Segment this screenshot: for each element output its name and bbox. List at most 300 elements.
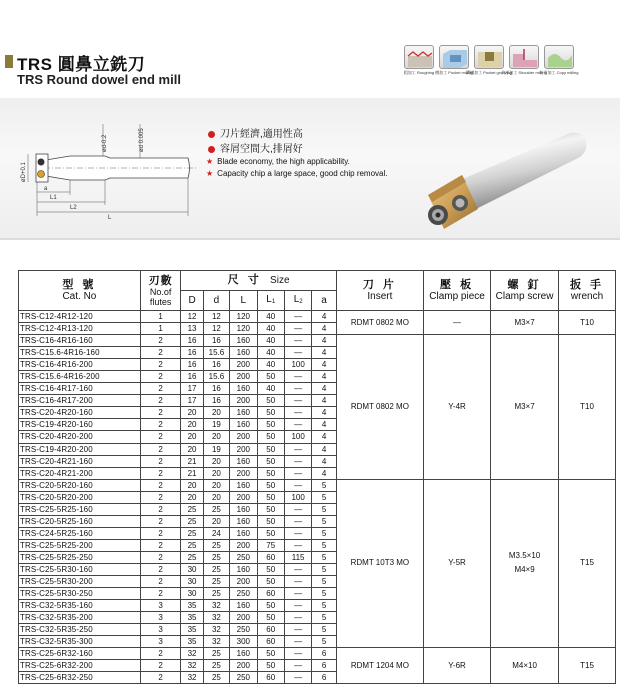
cell-cat-no: TRS-C16-4R17-200 [19, 395, 141, 407]
cell-d: 32 [203, 600, 229, 612]
cell-D: 16 [181, 359, 203, 371]
cell-d: 12 [203, 311, 229, 323]
end-mill-photo [400, 125, 615, 235]
cell-flutes: 2 [140, 648, 181, 660]
cell-cat-no: TRS-C25-6R32-160 [19, 648, 141, 660]
cell-L2: — [284, 612, 311, 624]
cell-a: 4 [312, 467, 336, 479]
cell-D: 20 [181, 479, 203, 491]
screw-size: M3×7 [514, 401, 535, 411]
cell-d: 20 [203, 479, 229, 491]
cell-cat-no: TRS-C20-4R21-160 [19, 455, 141, 467]
cell-L1: 50 [257, 563, 284, 575]
cell-cat-no: TRS-C25-5R30-200 [19, 576, 141, 588]
header-a: a [312, 291, 336, 311]
cell-L2: — [284, 648, 311, 660]
cell-L: 250 [230, 551, 257, 563]
cell-a: 5 [312, 612, 336, 624]
cell-L1: 50 [257, 660, 284, 672]
cell-flutes: 2 [140, 672, 181, 684]
cell-L: 160 [230, 383, 257, 395]
cell-d: 25 [203, 672, 229, 684]
cell-wrench: T10 [559, 311, 616, 335]
cell-d: 19 [203, 419, 229, 431]
application-icons [403, 45, 579, 76]
cell-wrench: T15 [559, 479, 616, 648]
cell-L2: — [284, 515, 311, 527]
cell-flutes: 2 [140, 527, 181, 539]
cell-D: 21 [181, 467, 203, 479]
cell-flutes: 2 [140, 576, 181, 588]
cell-d: 15.6 [203, 371, 229, 383]
cell-flutes: 1 [140, 311, 181, 323]
cell-a: 5 [312, 551, 336, 563]
cell-insert: RDMT 0802 MO [336, 335, 423, 480]
cell-a: 4 [312, 311, 336, 323]
cell-wrench: T10 [559, 335, 616, 480]
cell-screw [491, 648, 559, 684]
cell-D: 35 [181, 636, 203, 648]
cell-L2: — [284, 467, 311, 479]
cell-a: 4 [312, 371, 336, 383]
cell-flutes: 2 [140, 407, 181, 419]
dim-label-L1: L1 [50, 195, 57, 201]
cell-cat-no: TRS-C25-5R25-160 [19, 503, 141, 515]
cell-L: 200 [230, 467, 257, 479]
cell-d: 25 [203, 551, 229, 563]
cell-L: 160 [230, 407, 257, 419]
cell-L1: 50 [257, 431, 284, 443]
cell-cat-no: TRS-C16-4R16-160 [19, 335, 141, 347]
cell-L2: 100 [284, 359, 311, 371]
cell-D: 16 [181, 347, 203, 359]
cell-D: 30 [181, 576, 203, 588]
cell-d: 16 [203, 359, 229, 371]
cell-d: 25 [203, 660, 229, 672]
pocket-milling-caption: 槽加工 Pocket milling [435, 70, 473, 75]
cell-d: 25 [203, 576, 229, 588]
cell-flutes: 2 [140, 588, 181, 600]
cell-cat-no: TRS-C25-5R25-250 [19, 551, 141, 563]
cell-a: 4 [312, 323, 336, 335]
cell-a: 5 [312, 588, 336, 600]
table-row [19, 648, 616, 660]
cell-L1: 50 [257, 612, 284, 624]
cell-L1: 40 [257, 347, 284, 359]
tool-dimension-drawing [10, 120, 200, 225]
cell-a: 5 [312, 479, 336, 491]
cell-D: 20 [181, 443, 203, 455]
cell-screw [491, 479, 559, 648]
cell-D: 35 [181, 612, 203, 624]
cell-L1: 60 [257, 624, 284, 636]
header-D: D [181, 291, 203, 311]
header-clamp-piece: 壓 板 Clamp piece [424, 271, 491, 311]
cell-D: 35 [181, 600, 203, 612]
cell-D: 12 [181, 311, 203, 323]
cell-flutes: 2 [140, 491, 181, 503]
cell-flutes: 2 [140, 431, 181, 443]
cell-D: 32 [181, 660, 203, 672]
cell-L1: 60 [257, 588, 284, 600]
cell-L: 200 [230, 660, 257, 672]
cell-L2: — [284, 624, 311, 636]
cell-flutes: 2 [140, 503, 181, 515]
cell-L2: — [284, 576, 311, 588]
cell-D: 32 [181, 672, 203, 684]
cell-L: 120 [230, 311, 257, 323]
screw-size: M3.5×10 [508, 551, 541, 561]
cell-insert: RDMT 10T3 MO [336, 479, 423, 648]
cell-L2: — [284, 539, 311, 551]
cell-L2: — [284, 347, 311, 359]
cell-flutes: 2 [140, 443, 181, 455]
copy-milling-icon-graphic [544, 45, 574, 69]
cell-flutes: 2 [140, 455, 181, 467]
cell-d: 19 [203, 443, 229, 455]
cell-d: 12 [203, 323, 229, 335]
cell-L: 300 [230, 636, 257, 648]
cell-L1: 40 [257, 335, 284, 347]
cell-d: 25 [203, 503, 229, 515]
dim-label-L2: L2 [70, 205, 77, 211]
cell-L1: 50 [257, 491, 284, 503]
groove-milling-icon-graphic [474, 45, 504, 69]
cell-L2: — [284, 600, 311, 612]
cell-d: 24 [203, 527, 229, 539]
cell-L2: — [284, 563, 311, 575]
cell-a: 5 [312, 515, 336, 527]
cell-L: 160 [230, 455, 257, 467]
cell-a: 5 [312, 503, 336, 515]
cell-D: 30 [181, 563, 203, 575]
header-clamp-screw: 螺 釘 Clamp screw [491, 271, 559, 311]
cell-D: 30 [181, 588, 203, 600]
cell-a: 5 [312, 491, 336, 503]
cell-d: 25 [203, 588, 229, 600]
cell-a: 4 [312, 419, 336, 431]
cell-a: 4 [312, 443, 336, 455]
dim-label-d-minus: ød-0.2 [102, 134, 108, 152]
cell-a: 4 [312, 359, 336, 371]
cell-insert: RDMT 0802 MO [336, 311, 423, 335]
cell-cat-no: TRS-C20-5R20-160 [19, 479, 141, 491]
cell-d: 20 [203, 491, 229, 503]
cell-a: 5 [312, 527, 336, 539]
cell-L: 160 [230, 479, 257, 491]
pocket-milling-icon [435, 45, 473, 76]
cell-L2: — [284, 672, 311, 684]
dim-label-a: a [44, 186, 48, 192]
table-row [19, 335, 616, 347]
cell-flutes: 2 [140, 539, 181, 551]
cell-L: 160 [230, 515, 257, 527]
cell-d: 16 [203, 395, 229, 407]
cell-a: 4 [312, 407, 336, 419]
cell-L2: — [284, 479, 311, 491]
header-size: 尺 寸 Size [181, 271, 336, 291]
header-flutes: 刃數 No.of flutes [140, 271, 181, 311]
cell-L: 250 [230, 672, 257, 684]
cell-L1: 50 [257, 467, 284, 479]
cell-flutes: 2 [140, 371, 181, 383]
cell-flutes: 2 [140, 467, 181, 479]
cell-L: 160 [230, 527, 257, 539]
cell-L1: 50 [257, 515, 284, 527]
cell-clamp: Y-4R [424, 335, 491, 480]
header-wrench: 扳 手 wrench [559, 271, 616, 311]
cell-L1: 75 [257, 539, 284, 551]
cell-L1: 50 [257, 648, 284, 660]
cell-L2: — [284, 636, 311, 648]
cell-flutes: 2 [140, 660, 181, 672]
cell-L: 250 [230, 588, 257, 600]
cell-L2: — [284, 335, 311, 347]
cell-L1: 50 [257, 371, 284, 383]
cell-L1: 40 [257, 359, 284, 371]
cell-flutes: 2 [140, 347, 181, 359]
cell-flutes: 2 [140, 515, 181, 527]
cell-L1: 50 [257, 395, 284, 407]
shoulder-milling-icon-graphic [509, 45, 539, 69]
cell-cat-no: TRS-C16-4R17-160 [19, 383, 141, 395]
roughing-icon [404, 45, 434, 76]
cell-a: 4 [312, 383, 336, 395]
cell-D: 16 [181, 371, 203, 383]
cell-d: 25 [203, 563, 229, 575]
cell-a: 5 [312, 563, 336, 575]
header-L: L [230, 291, 257, 311]
cell-L: 200 [230, 539, 257, 551]
cell-L1: 40 [257, 383, 284, 395]
header-L1: L1 [257, 291, 284, 311]
cell-insert: RDMT 1204 MO [336, 648, 423, 684]
cell-L2: — [284, 311, 311, 323]
cell-clamp: Y-5R [424, 479, 491, 648]
cell-L: 200 [230, 359, 257, 371]
cell-d: 25 [203, 539, 229, 551]
feature-en-1: ★ Blade economy, the high applicability. [206, 157, 350, 166]
feature-zh-1: 刀片經濟,適用性高 [208, 125, 303, 140]
cell-clamp: — [424, 311, 491, 335]
cell-a: 6 [312, 672, 336, 684]
cell-cat-no: TRS-C20-4R21-200 [19, 467, 141, 479]
cell-D: 21 [181, 455, 203, 467]
cell-screw [491, 311, 559, 335]
cell-L: 120 [230, 323, 257, 335]
cell-L1: 50 [257, 576, 284, 588]
cell-cat-no: TRS-C12-4R13-120 [19, 323, 141, 335]
cell-flutes: 3 [140, 636, 181, 648]
cell-flutes: 2 [140, 335, 181, 347]
cell-d: 20 [203, 407, 229, 419]
cell-L1: 50 [257, 455, 284, 467]
cell-L2: — [284, 407, 311, 419]
cell-D: 25 [181, 527, 203, 539]
cell-d: 20 [203, 467, 229, 479]
cell-a: 4 [312, 335, 336, 347]
cell-L: 200 [230, 395, 257, 407]
cell-d: 20 [203, 515, 229, 527]
cell-cat-no: TRS-C25-6R32-250 [19, 672, 141, 684]
cell-cat-no: TRS-C32-5R35-250 [19, 624, 141, 636]
cell-cat-no: TRS-C25-5R30-250 [19, 588, 141, 600]
cell-screw [491, 335, 559, 480]
cell-D: 25 [181, 515, 203, 527]
star-icon: ★ [206, 157, 214, 166]
cell-L: 160 [230, 419, 257, 431]
bullet-icon [208, 131, 215, 138]
cell-flutes: 2 [140, 479, 181, 491]
cell-D: 25 [181, 503, 203, 515]
spec-table-body [19, 311, 616, 684]
cell-a: 5 [312, 539, 336, 551]
cell-cat-no: TRS-C32-5R35-160 [19, 600, 141, 612]
cell-L1: 50 [257, 503, 284, 515]
cell-wrench: T15 [559, 648, 616, 684]
cell-L2: — [284, 383, 311, 395]
cell-L2: — [284, 395, 311, 407]
pocket-milling-icon-graphic [439, 45, 469, 69]
cell-D: 17 [181, 395, 203, 407]
cell-L2: — [284, 443, 311, 455]
dim-label-d-plus: ød 0.005 [139, 128, 145, 152]
bullet-icon [208, 146, 215, 153]
spec-table [18, 270, 616, 684]
shoulder-milling-icon [501, 45, 547, 76]
cell-d: 20 [203, 455, 229, 467]
figure-band-divider [0, 238, 620, 240]
star-icon: ★ [206, 169, 214, 178]
cell-L: 200 [230, 371, 257, 383]
cell-cat-no: TRS-C19-4R20-160 [19, 419, 141, 431]
cell-cat-no: TRS-C25-5R25-200 [19, 539, 141, 551]
copy-milling-icon [539, 45, 579, 76]
cell-D: 25 [181, 551, 203, 563]
cell-L: 160 [230, 347, 257, 359]
cell-cat-no: TRS-C20-5R20-200 [19, 491, 141, 503]
cell-flutes: 2 [140, 395, 181, 407]
cell-flutes: 2 [140, 419, 181, 431]
cell-L: 160 [230, 503, 257, 515]
cell-D: 16 [181, 335, 203, 347]
cell-a: 5 [312, 600, 336, 612]
cell-cat-no: TRS-C19-4R20-200 [19, 443, 141, 455]
cell-L: 200 [230, 443, 257, 455]
cell-d: 15.6 [203, 347, 229, 359]
cell-cat-no: TRS-C32-5R35-300 [19, 636, 141, 648]
cell-cat-no: TRS-C24-5R25-160 [19, 527, 141, 539]
cell-flutes: 3 [140, 600, 181, 612]
screw-size: M4×9 [514, 565, 535, 575]
header-insert: 刀 片 Insert [336, 271, 423, 311]
cell-d: 32 [203, 636, 229, 648]
title-marker [5, 55, 13, 68]
cell-flutes: 2 [140, 383, 181, 395]
cell-a: 5 [312, 624, 336, 636]
cell-flutes: 2 [140, 551, 181, 563]
cell-L1: 60 [257, 636, 284, 648]
cell-cat-no: TRS-C16-4R16-200 [19, 359, 141, 371]
cell-d: 25 [203, 648, 229, 660]
cell-L2: — [284, 419, 311, 431]
cell-L1: 40 [257, 323, 284, 335]
cell-L1: 50 [257, 479, 284, 491]
cell-cat-no: TRS-C15.6-4R16-160 [19, 347, 141, 359]
header-L2: L2 [284, 291, 311, 311]
cell-cat-no: TRS-C32-5R35-200 [19, 612, 141, 624]
cell-L1: 50 [257, 443, 284, 455]
cell-L1: 50 [257, 527, 284, 539]
cell-L2: — [284, 455, 311, 467]
roughing-caption: 粗加工 Roughing [403, 70, 435, 75]
cell-L: 200 [230, 431, 257, 443]
cell-L2: 100 [284, 431, 311, 443]
cell-L1: 60 [257, 672, 284, 684]
cell-a: 5 [312, 636, 336, 648]
cell-L2: 100 [284, 491, 311, 503]
groove-milling-icon [466, 45, 512, 76]
cell-L1: 50 [257, 407, 284, 419]
cell-d: 16 [203, 335, 229, 347]
cell-d: 32 [203, 624, 229, 636]
cell-L2: — [284, 503, 311, 515]
table-row [19, 479, 616, 491]
cell-L: 250 [230, 624, 257, 636]
screw-size: M3×7 [514, 317, 535, 327]
cell-cat-no: TRS-C15.6-4R16-200 [19, 371, 141, 383]
cell-D: 20 [181, 491, 203, 503]
cell-cat-no: TRS-C20-5R25-160 [19, 515, 141, 527]
cell-D: 32 [181, 648, 203, 660]
shoulder-milling-caption: 肩部加工 Shoulder milling [501, 70, 547, 75]
cell-flutes: 2 [140, 563, 181, 575]
cell-cat-no: TRS-C20-4R20-160 [19, 407, 141, 419]
cell-clamp: Y-6R [424, 648, 491, 684]
header-d: d [203, 291, 229, 311]
cell-D: 20 [181, 431, 203, 443]
cell-d: 16 [203, 383, 229, 395]
cell-flutes: 3 [140, 612, 181, 624]
cell-L2: — [284, 323, 311, 335]
cell-L1: 50 [257, 419, 284, 431]
cell-d: 20 [203, 431, 229, 443]
cell-a: 6 [312, 648, 336, 660]
cell-L2: — [284, 660, 311, 672]
cell-L1: 40 [257, 311, 284, 323]
cell-flutes: 1 [140, 323, 181, 335]
header-cat-no: 型 號 Cat. No [19, 271, 141, 311]
cell-a: 4 [312, 431, 336, 443]
cell-L: 160 [230, 563, 257, 575]
cell-L: 160 [230, 600, 257, 612]
cell-L: 200 [230, 576, 257, 588]
cell-L: 200 [230, 491, 257, 503]
copy-milling-caption: 仿形加工 Copy milling [539, 70, 579, 75]
cell-D: 35 [181, 624, 203, 636]
cell-L2: 115 [284, 551, 311, 563]
feature-en-2: ★ Capacity chip a large space, good chip removal. [206, 169, 388, 178]
cell-flutes: 2 [140, 359, 181, 371]
page-subtitle: TRS Round dowel end mill [17, 72, 181, 87]
cell-a: 4 [312, 347, 336, 359]
cell-cat-no: TRS-C25-6R32-200 [19, 660, 141, 672]
cell-L: 200 [230, 612, 257, 624]
cell-D: 20 [181, 407, 203, 419]
cell-a: 6 [312, 660, 336, 672]
cell-flutes: 3 [140, 624, 181, 636]
cell-L: 160 [230, 648, 257, 660]
